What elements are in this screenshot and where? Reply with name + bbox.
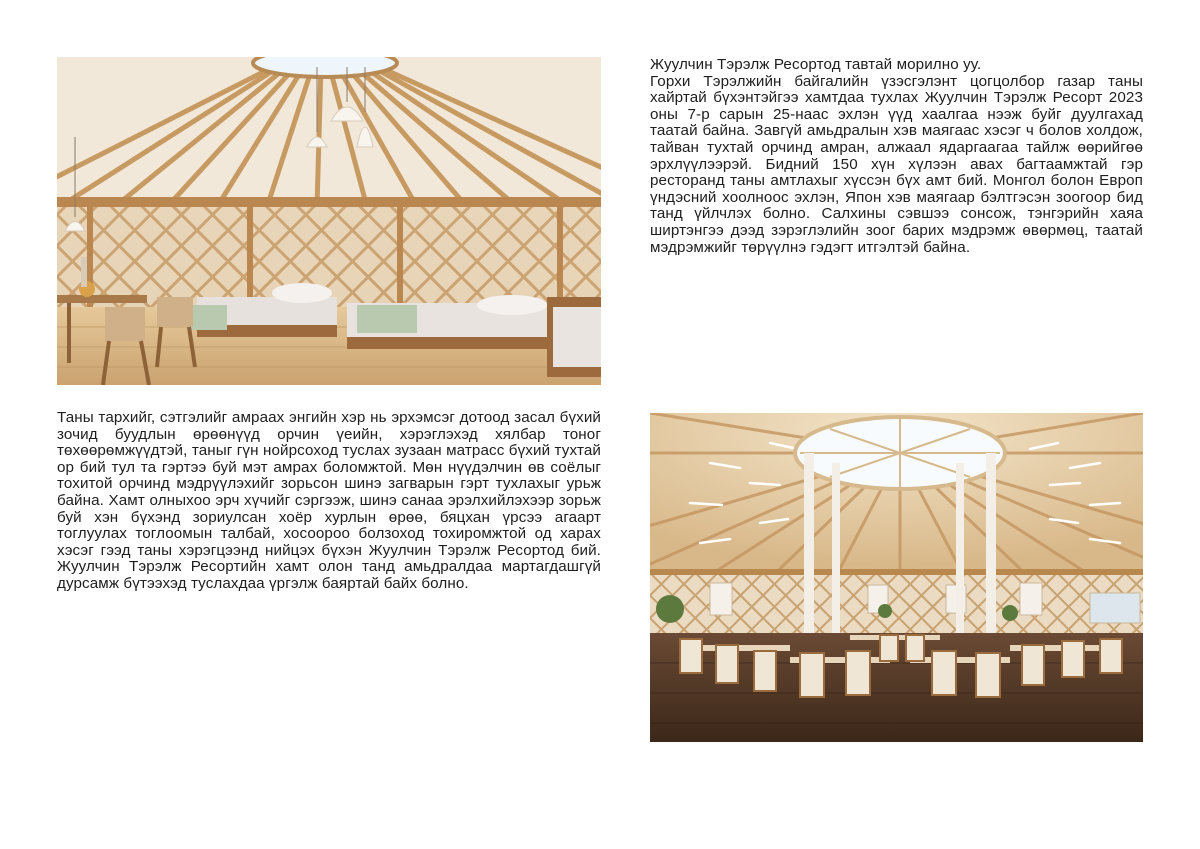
- welcome-paragraph: Горхи Тэрэлжийн байгалийн үзэсгэлэнт цогцолбор газар таны хайртай бүхэнтэйгээ хамтдаа тухлах Жуулчин Тэрэлж Ресорт 2023 оны 7-р сарын 25-наас эхлэн үүд хаалгаа нээж буйг дуулгахад таатай байна. Завгүй амьдралын хэв маягаас хэсэг ч болов холдож, тайван тухтай орчинд амран, алжаал ядаргаагаа тайлж өөрийгөө эрхлүүлээрэй. Бидний 150 хүн хүлээн авах багтаамжтай гэр ресторанд таны амтлахыг хүссэн бүх амт бий. Монгол болон Европ үндэсний хоолноос эхлэн, Япон хэв маягаар бэлтгэсэн зоогоор бид танд үйлчлэх болно. Салхины сэвшээ сонсож, тэнгэрийн хаяа ширтэнгээ дээд зэрэглэлийн зоог барих мэдрэмж өвөрмөц, таатай мэдрэмжийг төрүүлнэ гэдэгт итгэлтэй байна.: [650, 72, 1143, 256]
- restaurant-photo: [650, 413, 1143, 742]
- restaurant-photo-illustration: [650, 413, 1143, 742]
- rooms-text-block: [57, 410, 601, 593]
- bedroom-photo: [57, 57, 601, 385]
- welcome-heading: Жуулчин Тэрэлж Ресортод тавтай морилно уу.: [650, 56, 982, 73]
- bedroom-photo-illustration: [57, 57, 601, 385]
- welcome-text-block: [650, 57, 1143, 256]
- rooms-paragraph: Таны тархийг, сэтгэлийг амраах энгийн хэр нь эрхэмсэг дотоод засал бүхий зочид буудлын өрөөнүүд орчин үеийн, хэрэглэхэд хялбар тоног төхөөрөмжүүдтэй, таныг гүн нойрсоход туслах зузаан матрасс бүхий тухтай ор бий тул та гэртээ буй мэт амрах боломжтой. Мөн нүүдэлчин өв соёлыг тохитой орчинд мэдрүүлэхийг зорьсон шинэ загварын гэрт тухлахыг урьж байна. Хамт олныхоо эрч хүчийг сэргээж, шинэ санаа эрэлхийлэхээр зорьж буй хэн бүхэнд зориулсан хоёр хурлын өрөө, бяцхан үрсээ агаарт тоглуулах тоглоомын талбай, хосоороо болзоход тохиромжтой од харах хэсэг гээд таны хэрэгцээнд нийцэх бүхэн Жуулчин Тэрэлж Ресортод бий. Жуулчин Тэрэлж Ресортийн хамт олон танд амьдралдаа мартагдашгүй дурсамж бүтээхэд туслахдаа үргэлж баяртай байх болно.: [57, 409, 601, 592]
